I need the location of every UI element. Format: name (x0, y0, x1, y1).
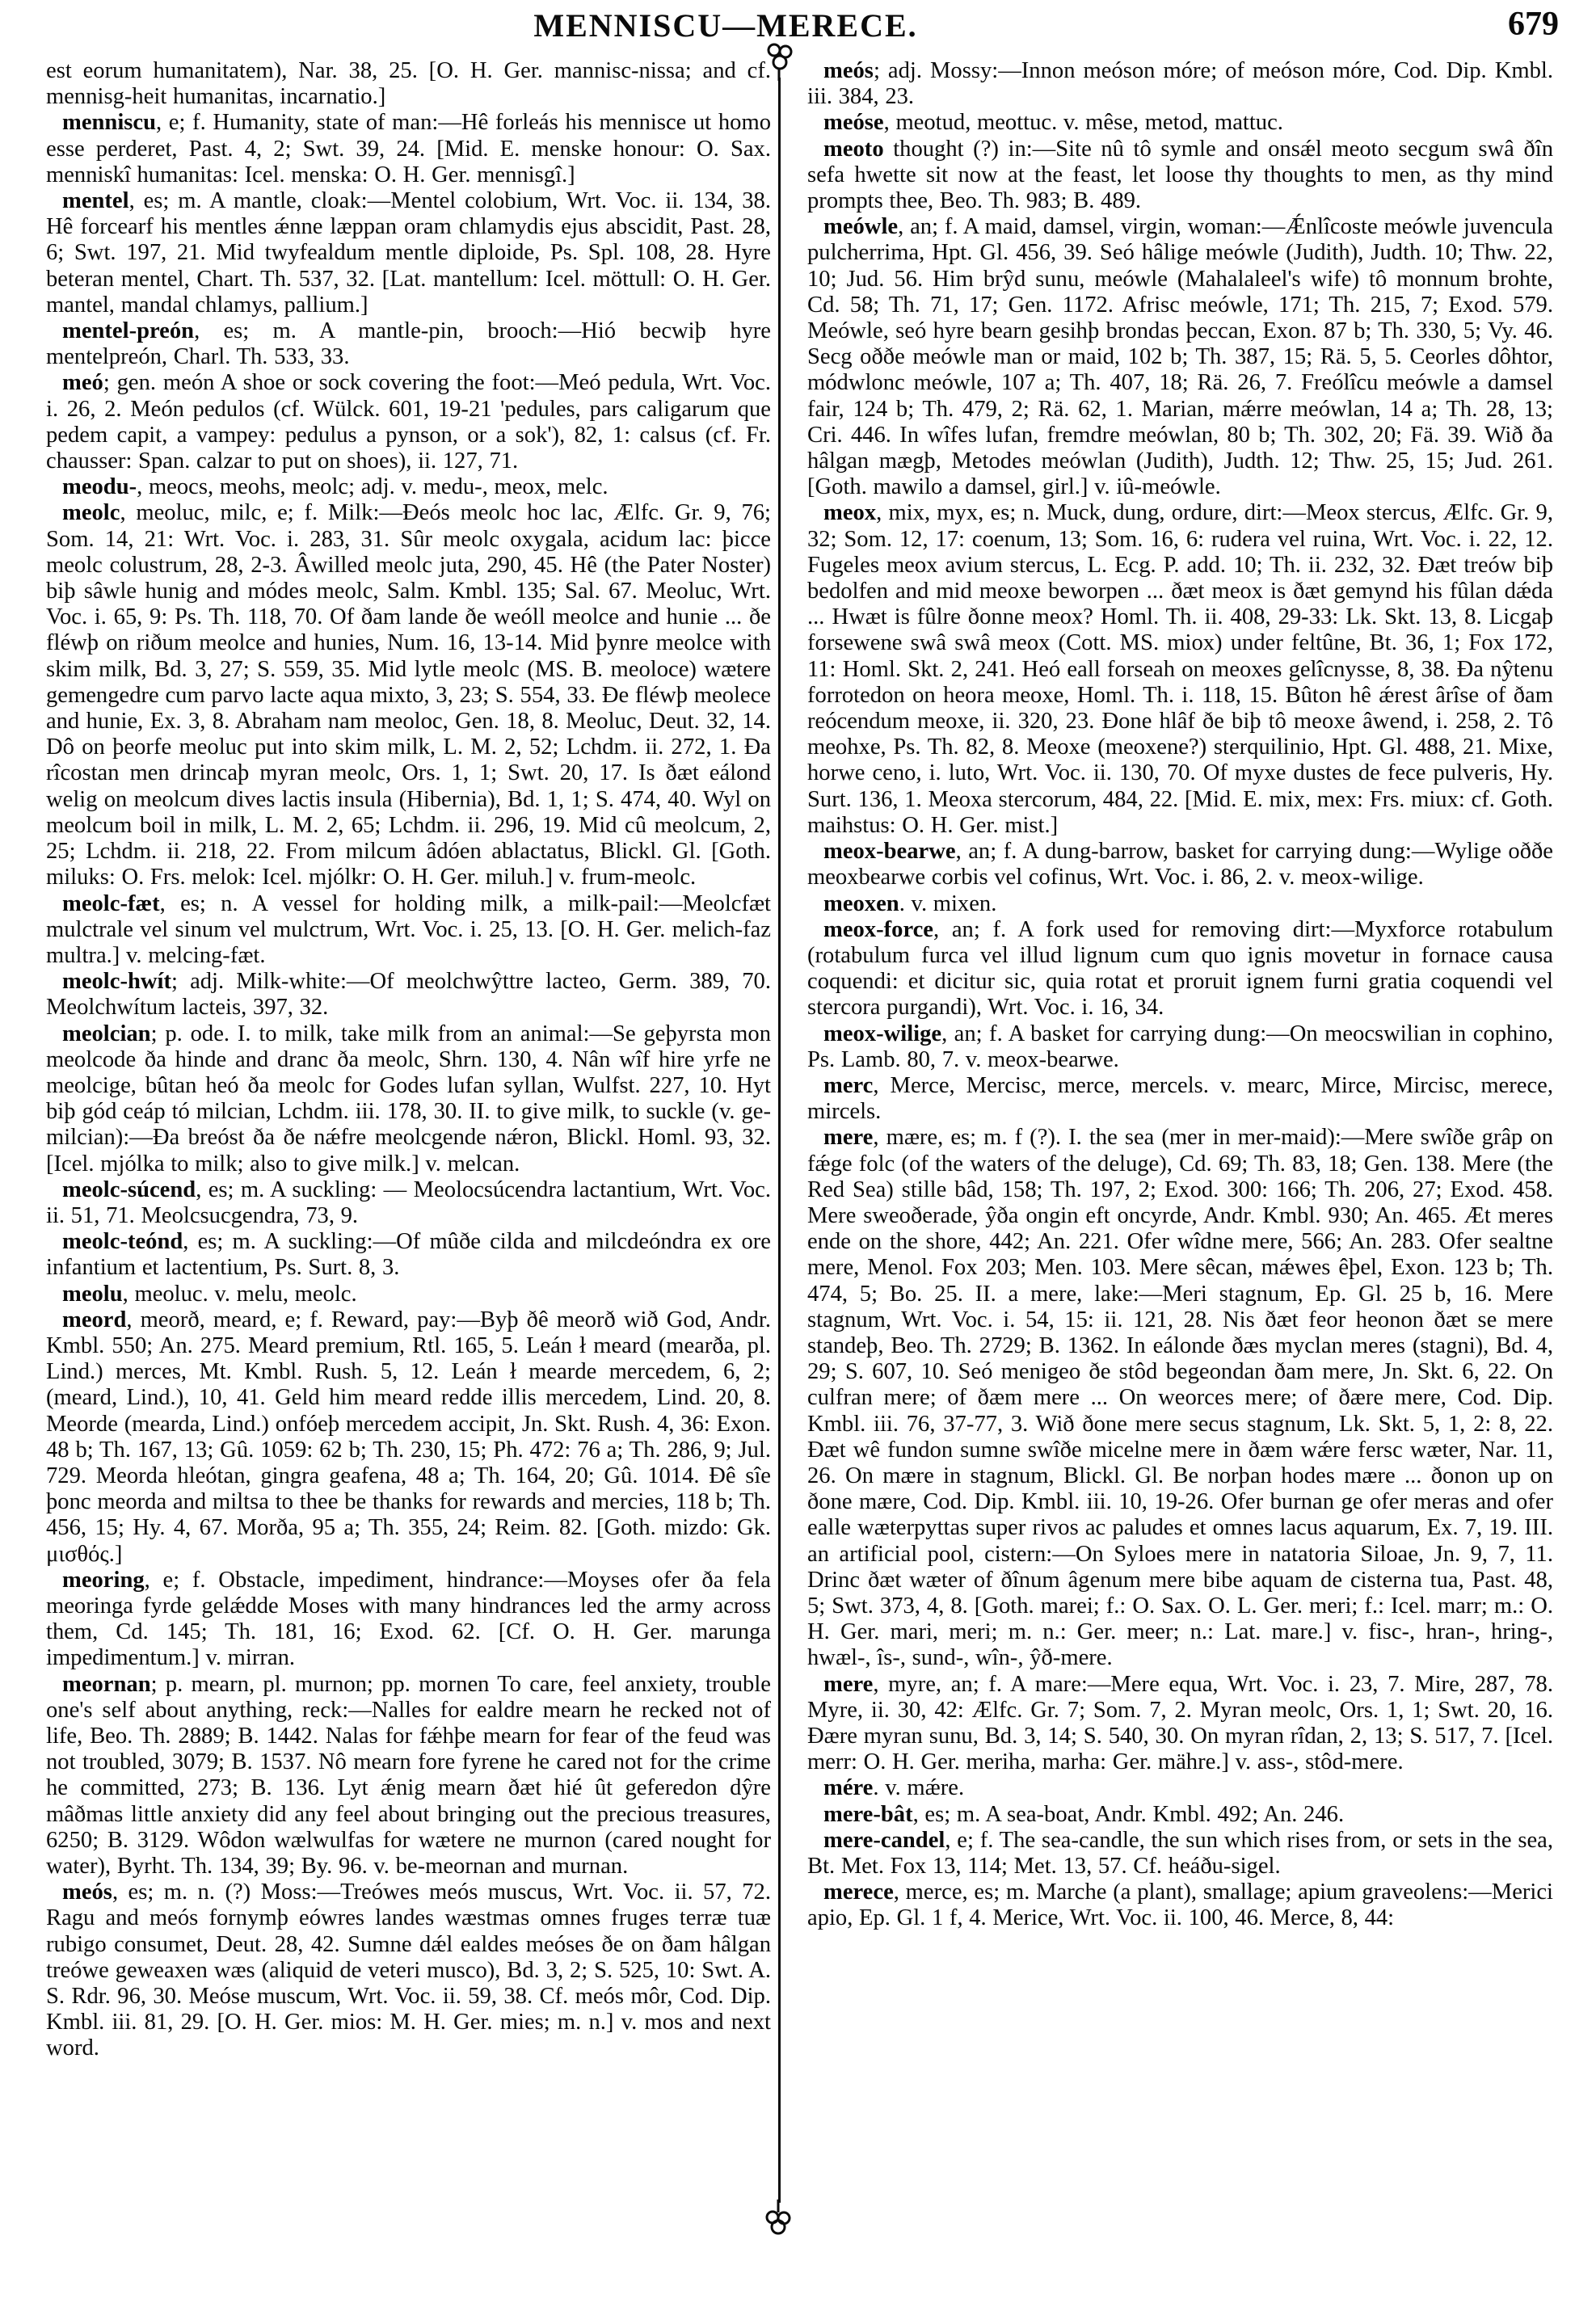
entry-headword: mere (823, 1671, 874, 1697)
dictionary-entry: meoxen. v. mixen. (823, 890, 997, 916)
dictionary-entry: meolc-súcend, es; m. A suckling: — Meolocsúcendra lactantium, Wrt. Voc. ii. 51, 71. Meolcsucgendra, 73, 9. (46, 1177, 771, 1228)
dictionary-entry: menniscu, e; f. Humanity, state of man:—Hê forleás his mennisce ut homo esse perderet, Past. 4, 2; Swt. 39, 24. [Mid. E. menske honour: O. Sax. menniskî humanitas: Icel. menska: O. H. Ger. mennisgî.] (46, 110, 771, 187)
entry-headword: mere-candel (823, 1827, 945, 1853)
entry-headword: meóse (823, 110, 884, 136)
dictionary-entry: mere-bât, es; m. A sea-boat, Andr. Kmbl. 492; An. 246. (823, 1801, 1345, 1827)
right-column (807, 58, 1553, 1932)
dictionary-entry: merc, Merce, Mercisc, merce, mercels. v. mearc, Mirce, Mircisc, merece, mircels. (807, 1072, 1553, 1125)
dictionary-entry: mentel, es; m. A mantle, cloak:—Mentel colobium, Wrt. Voc. ii. 134, 38. Hê forcearf his mentles ǽnne læppan oram chlamydis ejus abscidit, Past. 28, 6; Swt. 197, 21. Mid twyfealdum mentle diploide, Ps. Spl. 108, 28. Hyre beteran mentel, Chart. Th. 537, 32. [Lat. mantellum: Icel. möttull: O. H. Ger. mantel, mandal chlamys, pallium.] (46, 188, 771, 318)
entry-headword: meoto (823, 136, 884, 162)
dictionary-entry: meodu-, meocs, meohs, meolc; adj. v. medu-, meox, melc. (62, 474, 609, 500)
dictionary-entry: meolu, meoluc. v. melu, meolc. (62, 1281, 357, 1307)
entry-headword: mere-bât (823, 1801, 913, 1827)
dictionary-entry: meox-wilige, an; f. A basket for carrying dung:—On meocswilian in cophino, Ps. Lamb. 80, 7. v. meox-bearwe. (807, 1021, 1553, 1072)
entry-headword: meodu- (62, 474, 137, 500)
dictionary-entry: meolc-hwít; adj. Milk-white:—Of meolchwŷttre lacteo, Germ. 389, 70. Meolchwítum lacteis, 397, 32. (46, 969, 771, 1021)
entry-headword: meówle (823, 214, 899, 240)
page-header-title: MENNISCU—MERECE. (533, 7, 918, 44)
dictionary-entry: mentel-preón, es; m. A mantle-pin, brooch:—Hió becwiþ hyre mentelpreón, Charl. Th. 533, 33. (46, 318, 771, 370)
column-divider-rule (778, 78, 781, 2203)
dictionary-entry: meolcian; p. ode. I. to milk, take milk from an animal:—Se geþyrsta mon meolcode ða hinde and dranc ða meolc, Shrn. 130, 4. Nân wîf hire yrfe ne meolcige, bûtan heó ða meolc for Godes lufan syllan, Wulfst. 227, 10. Hyt biþ gód ceáp tó milcian, Lchdm. iii. 178, 30. II. to give milk, to suckle (v. ge-milcian):—Ða breóst ða ðe nǽfre meolcgende nǽron, Blickl. Homl. 93, 32. [Icel. mjólka to milk; also to give milk.] v. melcan. (46, 1021, 771, 1177)
dictionary-entry: meóse, meotud, meottuc. v. mêse, metod, mattuc. (823, 110, 1283, 136)
entry-headword: meox-bearwe (823, 839, 956, 865)
entry-headword: meoring (62, 1567, 145, 1593)
entry-headword: meolc (62, 500, 120, 526)
entry-headword: meolu (62, 1281, 123, 1307)
entry-headword: mentel (62, 188, 129, 214)
dictionary-entry: meoring, e; f. Obstacle, impediment, hindrance:—Moyses ofer ða fela meoringa fyrde gelǽdde Moses with many hindrances led the army across them, Cd. 145; Th. 181, 16; Exod. 62. [Cf. O. H. Ger. marunga impedimentum.] v. mirran. (46, 1567, 771, 1671)
dictionary-entry: meox-force, an; f. A fork used for removing dirt:—Myxforce rotabulum (rotabulum furca vel illud lignum cum quo ignis movetur in fornace causa coquendi: et dicitur sic, quia rotat et proruit ignem furni gratia coquendi vel stercora purgandi), Wrt. Voc. i. 16, 34. (807, 916, 1553, 1021)
dictionary-entry: meós; adj. Mossy:—Innon meóson móre; of meóson móre, Cod. Dip. Kmbl. iii. 384, 23. (807, 58, 1553, 110)
left-column (46, 58, 771, 2062)
entry-headword: merece (823, 1880, 894, 1905)
dictionary-entry: meornan; p. mearn, pl. murnon; pp. mornen To care, feel anxiety, trouble one's self about anything, reck:—Nalles for ealdre mearn he recked not of life, Beo. Th. 2889; B. 1442. Nalas for fǽhþe mearn for fear of the feud was not troubled, 3079; B. 1537. Nô mearn fore fyrene he cared not for the crime he committed, 273; B. 136. Lyt ǽnig mearn ðæt hié ût geferedon dŷre mâðmas little anxiety did any feel about bringing out the precious treasures, 6250; B. 3129. Wôdon wælwulfas for wætere ne murnon (cared nought for water), Byrht. Th. 134, 39; By. 96. v. be-meornan and murnan. (46, 1671, 771, 1880)
entry-headword: mere (823, 1125, 874, 1151)
dictionary-entry: meord, meorð, meard, e; f. Reward, pay:—Byþ ðê meorð wið God, Andr. Kmbl. 550; An. 275. Meard premium, Rtl. 165, 5. Leán ł meard (mearða, pl. Lind.) merces, Mt. Kmbl. Rush. 5, 12. Leán ł mearde mercedem, 6, 2; (meard, Lind.), 10, 41. Geld him meard redde illis mercedem, Lind. 20, 8. Meorde (mearda, Lind.) onfóeþ mercedem accipit, Jn. Skt. Rush. 4, 36: Exon. 48 b; Th. 167, 13; Gû. 1059: 62 b; Th. 230, 15; Ph. 472: 76 a; Th. 286, 9; Jul. 729. Meorda hleótan, gingra geafena, 48 a; Th. 164, 20; Gû. 1014. Ðê sîe þonc meorda and miltsa to thee be thanks for rewards and mercies, 118 b; Th. 456, 15; Hy. 4, 67. Morða, 95 a; Th. 355, 24; Reim. 82. [Goth. mizdo: Gk. μισθός.] (46, 1307, 771, 1567)
dictionary-entry: mére. v. mǽre. (823, 1775, 965, 1801)
entry-headword: meós (823, 58, 874, 83)
entry-headword: meós (62, 1880, 112, 1905)
dictionary-entry: meoto thought (?) in:—Site nû tô symle and onsǽl meoto secgum swâ ðîn sefa hwette sit now at the feast, let loose thy thoughts to men, as thy mind prompts thee, Beo. Th. 983; B. 489. (807, 136, 1553, 214)
entry-headword: menniscu (62, 110, 156, 136)
entry-headword: mentel-preón (62, 318, 195, 344)
dictionary-entry: meox, mix, myx, es; n. Muck, dung, ordure, dirt:—Meox stercus, Ælfc. Gr. 9, 32; Som. 12, 17: coenum, 13; Som. 16, 6: rudera vel ruina, Wrt. Voc. i. 22, 12. Fugeles meox avium stercus, L. Ecg. P. add. 10; Th. ii. 232, 32. Ðæt treów biþ bedolfen and mid meoxe beworpen ... ðæt meox is ðæt gemynd his fûlan dǽda ... Hwæt is fûlre ðonne meox? Homl. Th. ii. 408, 29-33: Lk. Skt. 13, 8. Licgaþ forsewene swâ swâ meox (Cott. MS. miox) under feltûne, Bt. 36, 1; Fox 172, 11: Homl. Skt. 2, 241. Heó eall forseah on meoxes gelîcnysse, 8, 38. Ða nŷtenu forrotedon on heora meoxe, Homl. Th. i. 118, 15. Bûton hê ǽrest ârîse of ðam reócendum meoxe, ii. 320, 23. Ðone hlâf ðe biþ tô meoxe âwend, i. 258, 2. Tô meohxe, Ps. Th. 82, 8. Meoxe (meoxene?) sterquilinio, Hpt. Gl. 488, 21. Mixe, horwe ceno, i. luto, Wrt. Voc. ii. 130, 70. Of myxe dustes de fece pulveris, Hy. Surt. 136, 1. Meoxa stercorum, 484, 22. [Mid. E. mix, mex: Frs. miux: cf. Goth. maihstus: O. H. Ger. mist.] (807, 500, 1553, 838)
printer-ornament-bottom-icon (760, 2199, 795, 2242)
dictionary-entry: meós, es; m. n. (?) Moss:—Treówes meós muscus, Wrt. Voc. ii. 57, 72. Ragu and meós fornymþ eówres landes wæstmas omnes fruges terræ tuæ rubigo consumet, Deut. 28, 42. Sumne dǽl ealdes meóses ðe on ðam hâlgan treówe geweaxen wæs (aliquid de veteri musco), Bd. 3, 2; S. 525, 10: Swt. A. S. Rdr. 96, 30. Meóse muscum, Wrt. Voc. ii. 59, 38. Cf. meós môr, Cod. Dip. Kmbl. iii. 81, 29. [O. H. Ger. mios: M. H. Ger. mies; m. n.] v. mos and next word. (46, 1880, 771, 2061)
dictionary-entry: meolc-fæt, es; n. A vessel for holding milk, a milk-pail:—Meolcfæt mulctrale vel sinum vel mulctrum, Wrt. Voc. i. 25, 13. [O. H. Ger. melich-faz multra.] v. melcing-fæt. (46, 890, 771, 968)
entry-headword: merc (823, 1072, 874, 1098)
entry-headword: meord (62, 1307, 127, 1332)
entry-headword: meolcian (62, 1021, 151, 1046)
entry-headword: meox (823, 500, 877, 526)
dictionary-entry: mere-candel, e; f. The sea-candle, the sun which rises from, or sets in the sea, Bt. Met. Fox 13, 114; Met. 13, 57. Cf. heáðu-sigel. (807, 1827, 1553, 1880)
dictionary-entry: meolc, meoluc, milc, e; f. Milk:—Ðeós meolc hoc lac, Ælfc. Gr. 9, 76; Som. 14, 21: Wrt. Voc. i. 283, 31. Sûr meolc oxygala, acidum lac: þicce meolc colustrum, 28, 2-3. Âwilled meolc juta, 290, 45. Hê (the Pater Noster) biþ sâwle hunig and módes meolc, Salm. Kmbl. 135; Sal. 67. Meoluc, Wrt. Voc. i. 65, 9: Ps. Th. 118, 70. Of ðam lande ðe weóll meolce and hunie ... ðe fléwþ on riðum meolce and hunies, Num. 16, 13-14. Mid þynre meolce with skim milk, Bd. 3, 27; S. 559, 35. Mid lytle meolc (MS. B. meoloce) wætere gemengedre cum parvo lacte aqua mixto, 3, 23; S. 554, 33. Ðe fléwþ meolece and hunie, Ex. 3, 8. Abraham nam meoloc, Gen. 18, 8. Meoluc, Deut. 32, 14. Dô on þeorfe meoluc put into skim milk, L. M. 2, 52; Lchdm. ii. 272, 1. Ða rîcostan men drincaþ myran meolc, Ors. 1, 1; Swt. 20, 17. Is ðæt eálond welig on meolcum dives lactis insula (Hibernia), Bd. 1, 1; S. 474, 40. Wyl on meolcum boil in milk, L. M. 2, 65; Lchdm. ii. 296, 19. Mid cû meolcum, 2, 25; Lchdm. ii. 218, 22. From milcum âdóen ablactatus, Blickl. Gl. [Goth. miluks: O. Frs. melok: Icel. mjólkr: O. H. Ger. miluh.] v. frum-meolc. (46, 500, 771, 890)
dictionary-entry: meolc-teónd, es; m. A suckling:—Of mûðe cilda and milcdeóndra ex ore infantium et lactentium, Ps. Surt. 8, 3. (46, 1229, 771, 1281)
dictionary-entry: meox-bearwe, an; f. A dung-barrow, basket for carrying dung:—Wylige oððe meoxbearwe corbis vel cofinus, Wrt. Voc. i. 86, 2. v. meox-wilige. (807, 839, 1553, 890)
entry-headword: meolc-hwít (62, 969, 171, 995)
dictionary-entry: mere, mære, es; m. f (?). I. the sea (mer in mer-maid):—Mere swîðe grâp on fǽge folc (of the waters of the deluge), Cd. 69; Th. 83, 18; Gen. 138. Mere (the Red Sea) stille bâd, 158; Th. 197, 2; Exod. 300: 166; Th. 206, 27; Exod. 458. Mere sweoðerade, ŷða ongin eft oncyrde, Andr. Kmbl. 930; An. 465. Æt meres ende on the shore, 442; An. 221. Ofer wîdne mere, 566; An. 283. Ofer sealtne mere, Menol. Fox 203; Men. 103. Mere sêcan, mǽwes êþel, Exon. 123 b; Th. 474, 5; Bo. 25. II. a mere, lake:—Meri stagnum, Ep. Gl. 25 b, 16. Mere stagnum, Wrt. Voc. i. 54, 15: ii. 121, 28. Nis ðæt feor heonon ðæt se mere standeþ, Beo. Th. 2729; B. 1362. In eálonde ðæs myclan meres (stagni), Bd. 4, 29; S. 607, 10. Seó menigeo ðe stôd begeondan ðam mere, Jn. Skt. 6, 22. On culfran mere; of ðæm mere ... On weorces mere; of ðære mere, Cod. Dip. Kmbl. iii. 76, 37-77, 3. Wið ðone mere secus stagnum, Lk. Skt. 5, 1, 2: 8, 22. Ðæt wê fundon sumne swîðe micelne mere in ðæm wǽre fersc wæter, Nar. 11, 26. On mære in stagnum, Blickl. Gl. Be norþan hodes mære ... ðonon up on ðone mære, Cod. Dip. Kmbl. iii. 10, 19-26. Ofer burnan ge ofer meras and ofer ealle wæterpyttas super rivos ac paludes et omnes lacus aquarum, Ex. 7, 19. III. an artificial pool, cistern:—On Syloes mere in natatoria Siloae, Jn. 9, 7, 11. Drinc ðæt wæter of ðînum âgenum mere bibe aquam de cisterna tua, Past. 48, 5; Swt. 373, 4, 8. [Goth. marei; f.: O. Sax. O. L. Ger. meri; f.: Icel. marr; m.: O. H. Ger. mari, meri; m. n.: Ger. meer; n.: Lat. mare.] v. fisc-, hran-, hring-, hwæl-, îs-, sund-, wîn-, ŷð-mere. (807, 1125, 1553, 1671)
dictionary-entry: mere, myre, an; f. A mare:—Mere equa, Wrt. Voc. i. 23, 7. Mire, 287, 78. Myre, ii. 30, 42: Ælfc. Gr. 7; Som. 7, 2. Myran meolc, Ors. 1, 1; Swt. 20, 16. Ðære myran sunu, Bd. 3, 14; S. 540, 30. On myran rîdan, 2, 13; S. 517, 7. [Icel. merr: O. H. Ger. meriha, marha: Ger. mähre.] v. ass-, stôd-mere. (807, 1671, 1553, 1775)
entry-headword: meox-force (823, 916, 934, 942)
entry-headword: meolc-súcend (62, 1177, 196, 1202)
entry-headword: mére (823, 1775, 874, 1801)
entry-headword: meornan (62, 1671, 151, 1697)
dictionary-entry: meówle, an; f. A maid, damsel, virgin, woman:—Ǽnlîcoste meówle juvencula pulcherrima, Hpt. Gl. 456, 39. Seó hâlige meówle (Judith), Judth. 10; Thw. 22, 10; Jud. 56. Him brŷd sunu, meówle (Mahalaleel's wife) tô monnum brohte, Cd. 58; Th. 71, 17; Gen. 1172. Afrisc meówle, 171; Th. 215, 7; Exod. 579. Meówle, seó hyre bearn gesihþ brondas þeccan, Exon. 87 b; Th. 330, 5; Vy. 46. Secg oððe meówle man or maid, 102 b; Th. 387, 15; Rä. 5, 5. Ceorles dôhtor, módwlonc meówle, 107 a; Th. 407, 18; Rä. 26, 7. Freólîcu meówle a damsel fair, 124 b; Th. 479, 2; Rä. 62, 1. Marian, mǽrre meówlan, 14 a; Th. 28, 13; Cri. 446. In wîfes lufan, fremdre meówlan, 80 b; Th. 302, 20; Fä. 39. Wið ða hâlgan mægþ, Metodes meówlan (Judith), Judth. 12; Thw. 25, 15; Jud. 261. [Goth. mawilo a damsel, girl.] v. iû-meówle. (807, 214, 1553, 500)
entry-headword: meoxen (823, 890, 899, 916)
dictionary-entry: meó; gen. meón A shoe or sock covering the foot:—Meó pedula, Wrt. Voc. i. 26, 2. Meón pedulos (cf. Wülck. 601, 19-21 'pedules, pars caligarum que pedem capit, a vampey: pedulus a pynson, or a sok'), 82, 1: calsus (cf. Fr. chausser: Span. calzar to put on shoes), ii. 127, 71. (46, 370, 771, 474)
entry-headword: meolc-teónd (62, 1229, 183, 1255)
entry-headword: meox-wilige (823, 1021, 942, 1046)
page-number: 679 (1508, 6, 1559, 43)
entry-headword: meó (62, 370, 103, 396)
entry-headword: meolc-fæt (62, 890, 160, 916)
dictionary-entry: est eorum humanitatem), Nar. 38, 25. [O. H. Ger. mannisc-nissa; and cf. mennisg-heit humanitas, incarnatio.] (46, 58, 771, 110)
dictionary-entry: merece, merce, es; m. Marche (a plant), smallage; apium graveolens:—Merici apio, Ep. Gl. 1 f, 4. Merice, Wrt. Voc. ii. 100, 46. Merce, 8, 44: (807, 1880, 1553, 1931)
